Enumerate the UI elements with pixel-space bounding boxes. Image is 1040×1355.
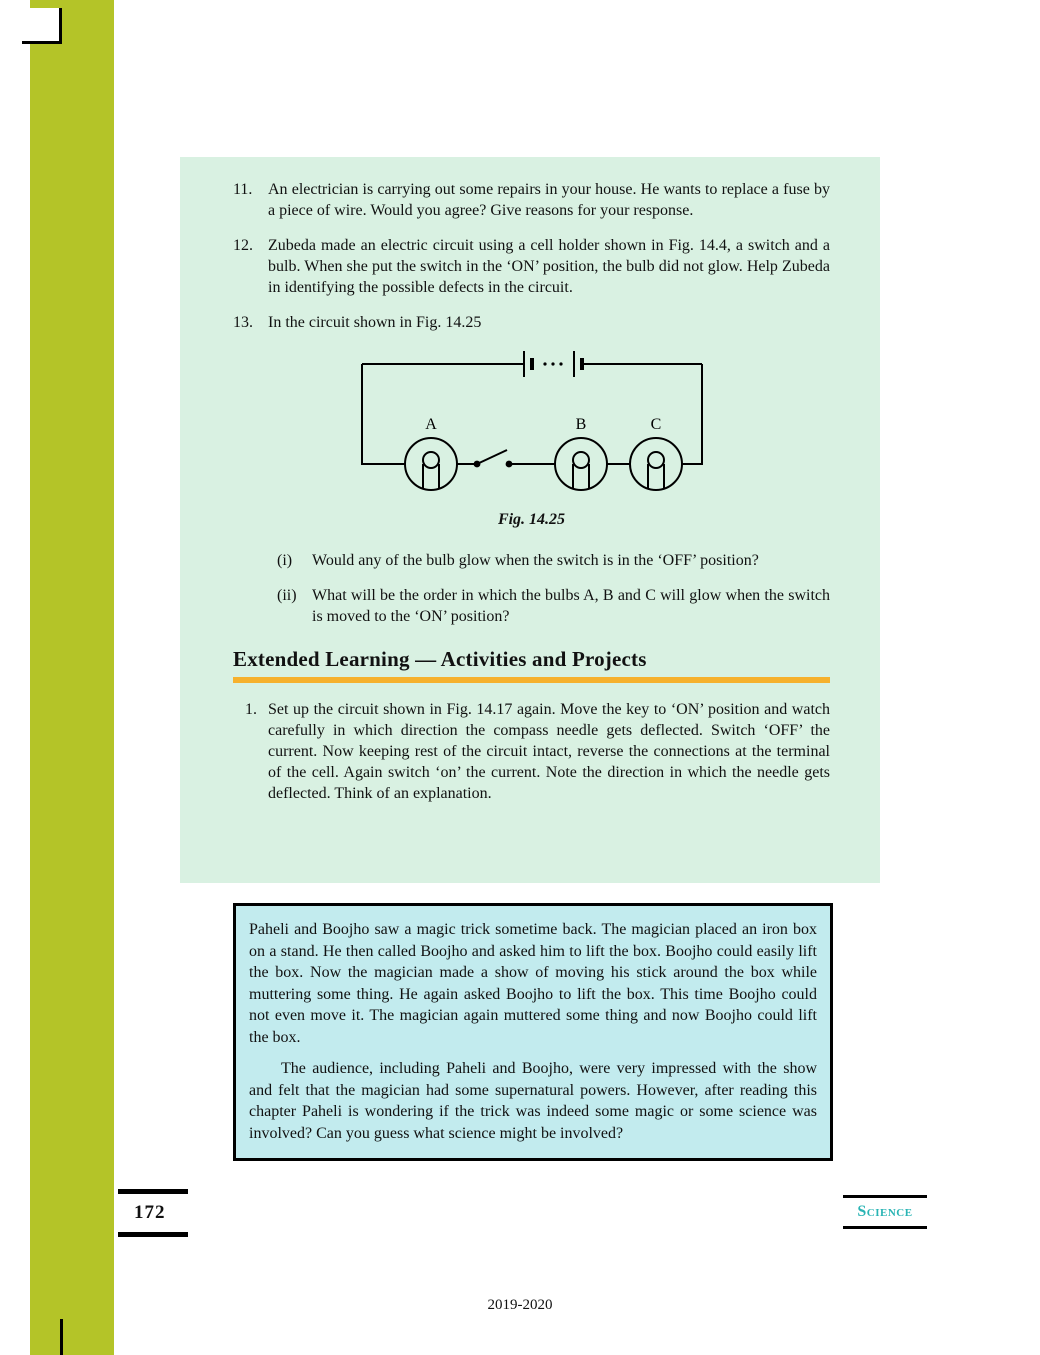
battery-icon bbox=[524, 351, 582, 377]
switch-icon bbox=[457, 450, 555, 467]
question-11 bbox=[233, 179, 830, 221]
question-number: 12. bbox=[233, 237, 253, 254]
question-13 bbox=[233, 312, 830, 333]
figure-caption: Fig. 14.25 bbox=[497, 511, 566, 528]
subquestion-number: (i) bbox=[277, 552, 293, 569]
subject-footer-block bbox=[843, 1195, 927, 1229]
story-box bbox=[233, 903, 833, 1161]
circuit-figure bbox=[233, 349, 830, 505]
page-number-block bbox=[118, 1189, 188, 1237]
bulb-c-label: C bbox=[650, 416, 661, 433]
activity-number: 1. bbox=[245, 701, 257, 718]
heading-underline bbox=[233, 677, 830, 683]
page-number: 172 bbox=[134, 1202, 166, 1223]
subject-bottom-bar bbox=[843, 1226, 927, 1229]
page-number-bottom-bar bbox=[118, 1232, 188, 1237]
extended-learning-heading: Extended Learning — Activities and Projects bbox=[233, 647, 647, 671]
question-12 bbox=[233, 235, 830, 298]
subquestion-text: What will be the order in which the bulbs A, B and C will glow when the switch is moved to the ‘ON’ position? bbox=[312, 587, 830, 625]
story-paragraph-1: Paheli and Boojho saw a magic trick sometime back. The magician placed an iron box on a stand. He then called Boojho and asked him to lift the box. Boojho could easily lift the box. Now the magician made a show of moving his stick around the box while muttering some thing. He again asked Boojho to lift the box. This time Boojho could not even move it. The magician again muttered some thing and now Boojho could lift the box. bbox=[249, 921, 817, 1046]
bulb-b-icon bbox=[555, 438, 630, 490]
question-number: 13. bbox=[233, 314, 253, 331]
subject-label: Science bbox=[857, 1203, 913, 1220]
bulb-a-icon bbox=[405, 438, 457, 490]
question-text: In the circuit shown in Fig. 14.25 bbox=[268, 314, 482, 331]
story-paragraph-2: The audience, including Paheli and Boojho, were very impressed with the show and felt that the magician had some supernatural powers. However, after reading this chapter Paheli is wondering if the trick was indeed some magic or some science was involved? Can you guess what science might be involved? bbox=[249, 1060, 817, 1142]
bulb-c-icon bbox=[630, 438, 682, 490]
subquestion-ii bbox=[277, 585, 830, 627]
subquestion-number: (ii) bbox=[277, 587, 297, 604]
bottom-registration-mark bbox=[60, 1319, 63, 1355]
bulb-b-label: B bbox=[575, 416, 586, 433]
question-text: An electrician is carrying out some repairs in your house. He wants to replace a fuse by a piece of wire. Would you agree? Give reasons for your response. bbox=[268, 181, 830, 219]
bulb-a-label: A bbox=[424, 416, 437, 433]
question-text: Zubeda made an electric circuit using a cell holder shown in Fig. 14.4, a switch and a bulb. When she put the switch in the ‘ON’ position, the bulb did not glow. Help Zubeda in identifying the possible defects in the circuit. bbox=[268, 237, 830, 296]
question-number: 11. bbox=[233, 181, 253, 198]
activity-text: Set up the circuit shown in Fig. 14.17 again. Move the key to ‘ON’ position and watch carefully in which direction the compass needle gets deflected. Switch ‘OFF’ the current. Now keeping rest of the circuit intact, reverse the connections at the terminal of the cell. Again switch ‘on’ the current. Note the direction in which the needle gets deflected. Think of an explanation. bbox=[268, 701, 830, 802]
circuit-diagram bbox=[356, 349, 708, 499]
corner-registration-mark bbox=[22, 8, 62, 44]
subquestion-text: Would any of the bulb glow when the switch is in the ‘OFF’ position? bbox=[312, 552, 759, 569]
questions-panel bbox=[180, 157, 880, 883]
left-color-bar bbox=[30, 0, 114, 1355]
subquestion-i bbox=[277, 550, 830, 571]
activity-1 bbox=[233, 699, 830, 804]
edition-year: 2019-2020 bbox=[487, 1297, 553, 1313]
